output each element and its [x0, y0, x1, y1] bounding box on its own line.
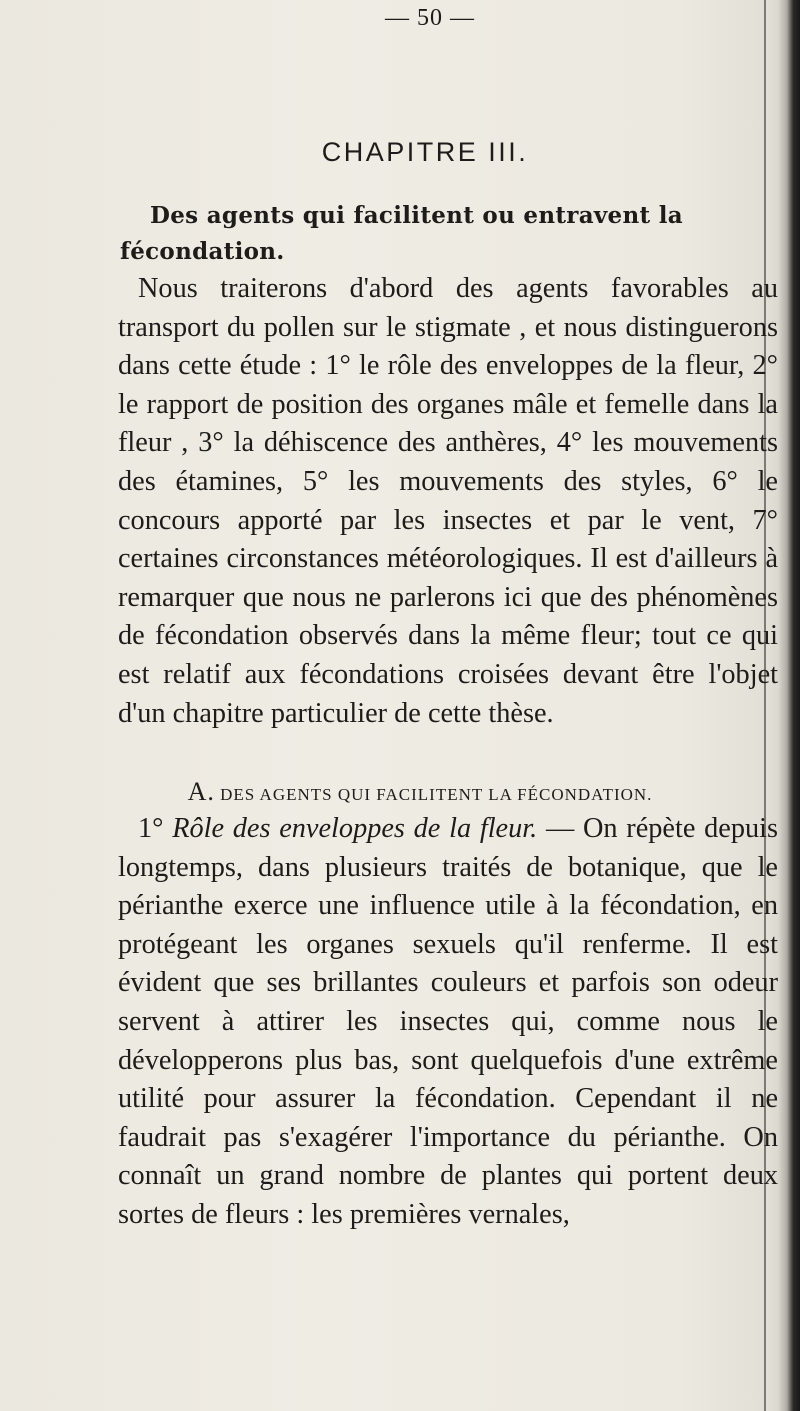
chapter-subtitle: Des agents qui facilitent ou entravent la fécondation.: [120, 202, 683, 265]
role-number: 1°: [138, 813, 164, 844]
section-heading: [0, 777, 800, 807]
role-paragraph: [118, 810, 778, 1235]
intro-paragraph: Nous traiterons d'abord des agents favorables au transport du pollen sur le stigmate , et nous distinguerons dans cette étude : 1° le rôle des enveloppes de la fleur, 2° le rapport de position des organes mâle et femelle dans la fleur , 3° la déhiscence des anthères, 4° les mouvements des étamines, 5° les mouvements des styles, 6° le concours apporté par les insectes et par le vent, 7° certaines circonstances météorologiques. Il est d'ailleurs à remarquer que nous ne parlerons ici que des phénomènes de fécondation observés dans la même fleur; tout ce qui est relatif aux fécondations croisées devant être l'objet d'un chapitre particulier de cette thèse.: [118, 273, 778, 729]
role-title: Rôle des enveloppes de la fleur.: [172, 813, 538, 844]
book-binding-shadow: [778, 0, 800, 1411]
page-number: — 50 —: [385, 5, 475, 31]
section-heading-text: DES AGENTS QUI FACILITENT LA FÉCONDATION.: [220, 785, 653, 804]
role-body: — On répète depuis longtemps, dans plusieurs traités de botanique, que le périanthe exerce une influence utile à la fécondation, en protégeant les organes sexuels qu'il renferme. Il est évident que ses brillantes couleurs et parfois son odeur servent à attirer les insectes qui, comme nous le développerons plus bas, sont quelquefois d'une extrême utilité pour assurer la fécondation. Cependant il ne faudrait pas s'exagérer l'importance du périanthe. On connaît un grand nombre de plantes qui portent deux sortes de fleurs : les premières vernales,: [118, 813, 779, 1230]
section-letter: A.: [187, 777, 215, 806]
chapter-title: CHAPITRE III.: [321, 137, 529, 167]
